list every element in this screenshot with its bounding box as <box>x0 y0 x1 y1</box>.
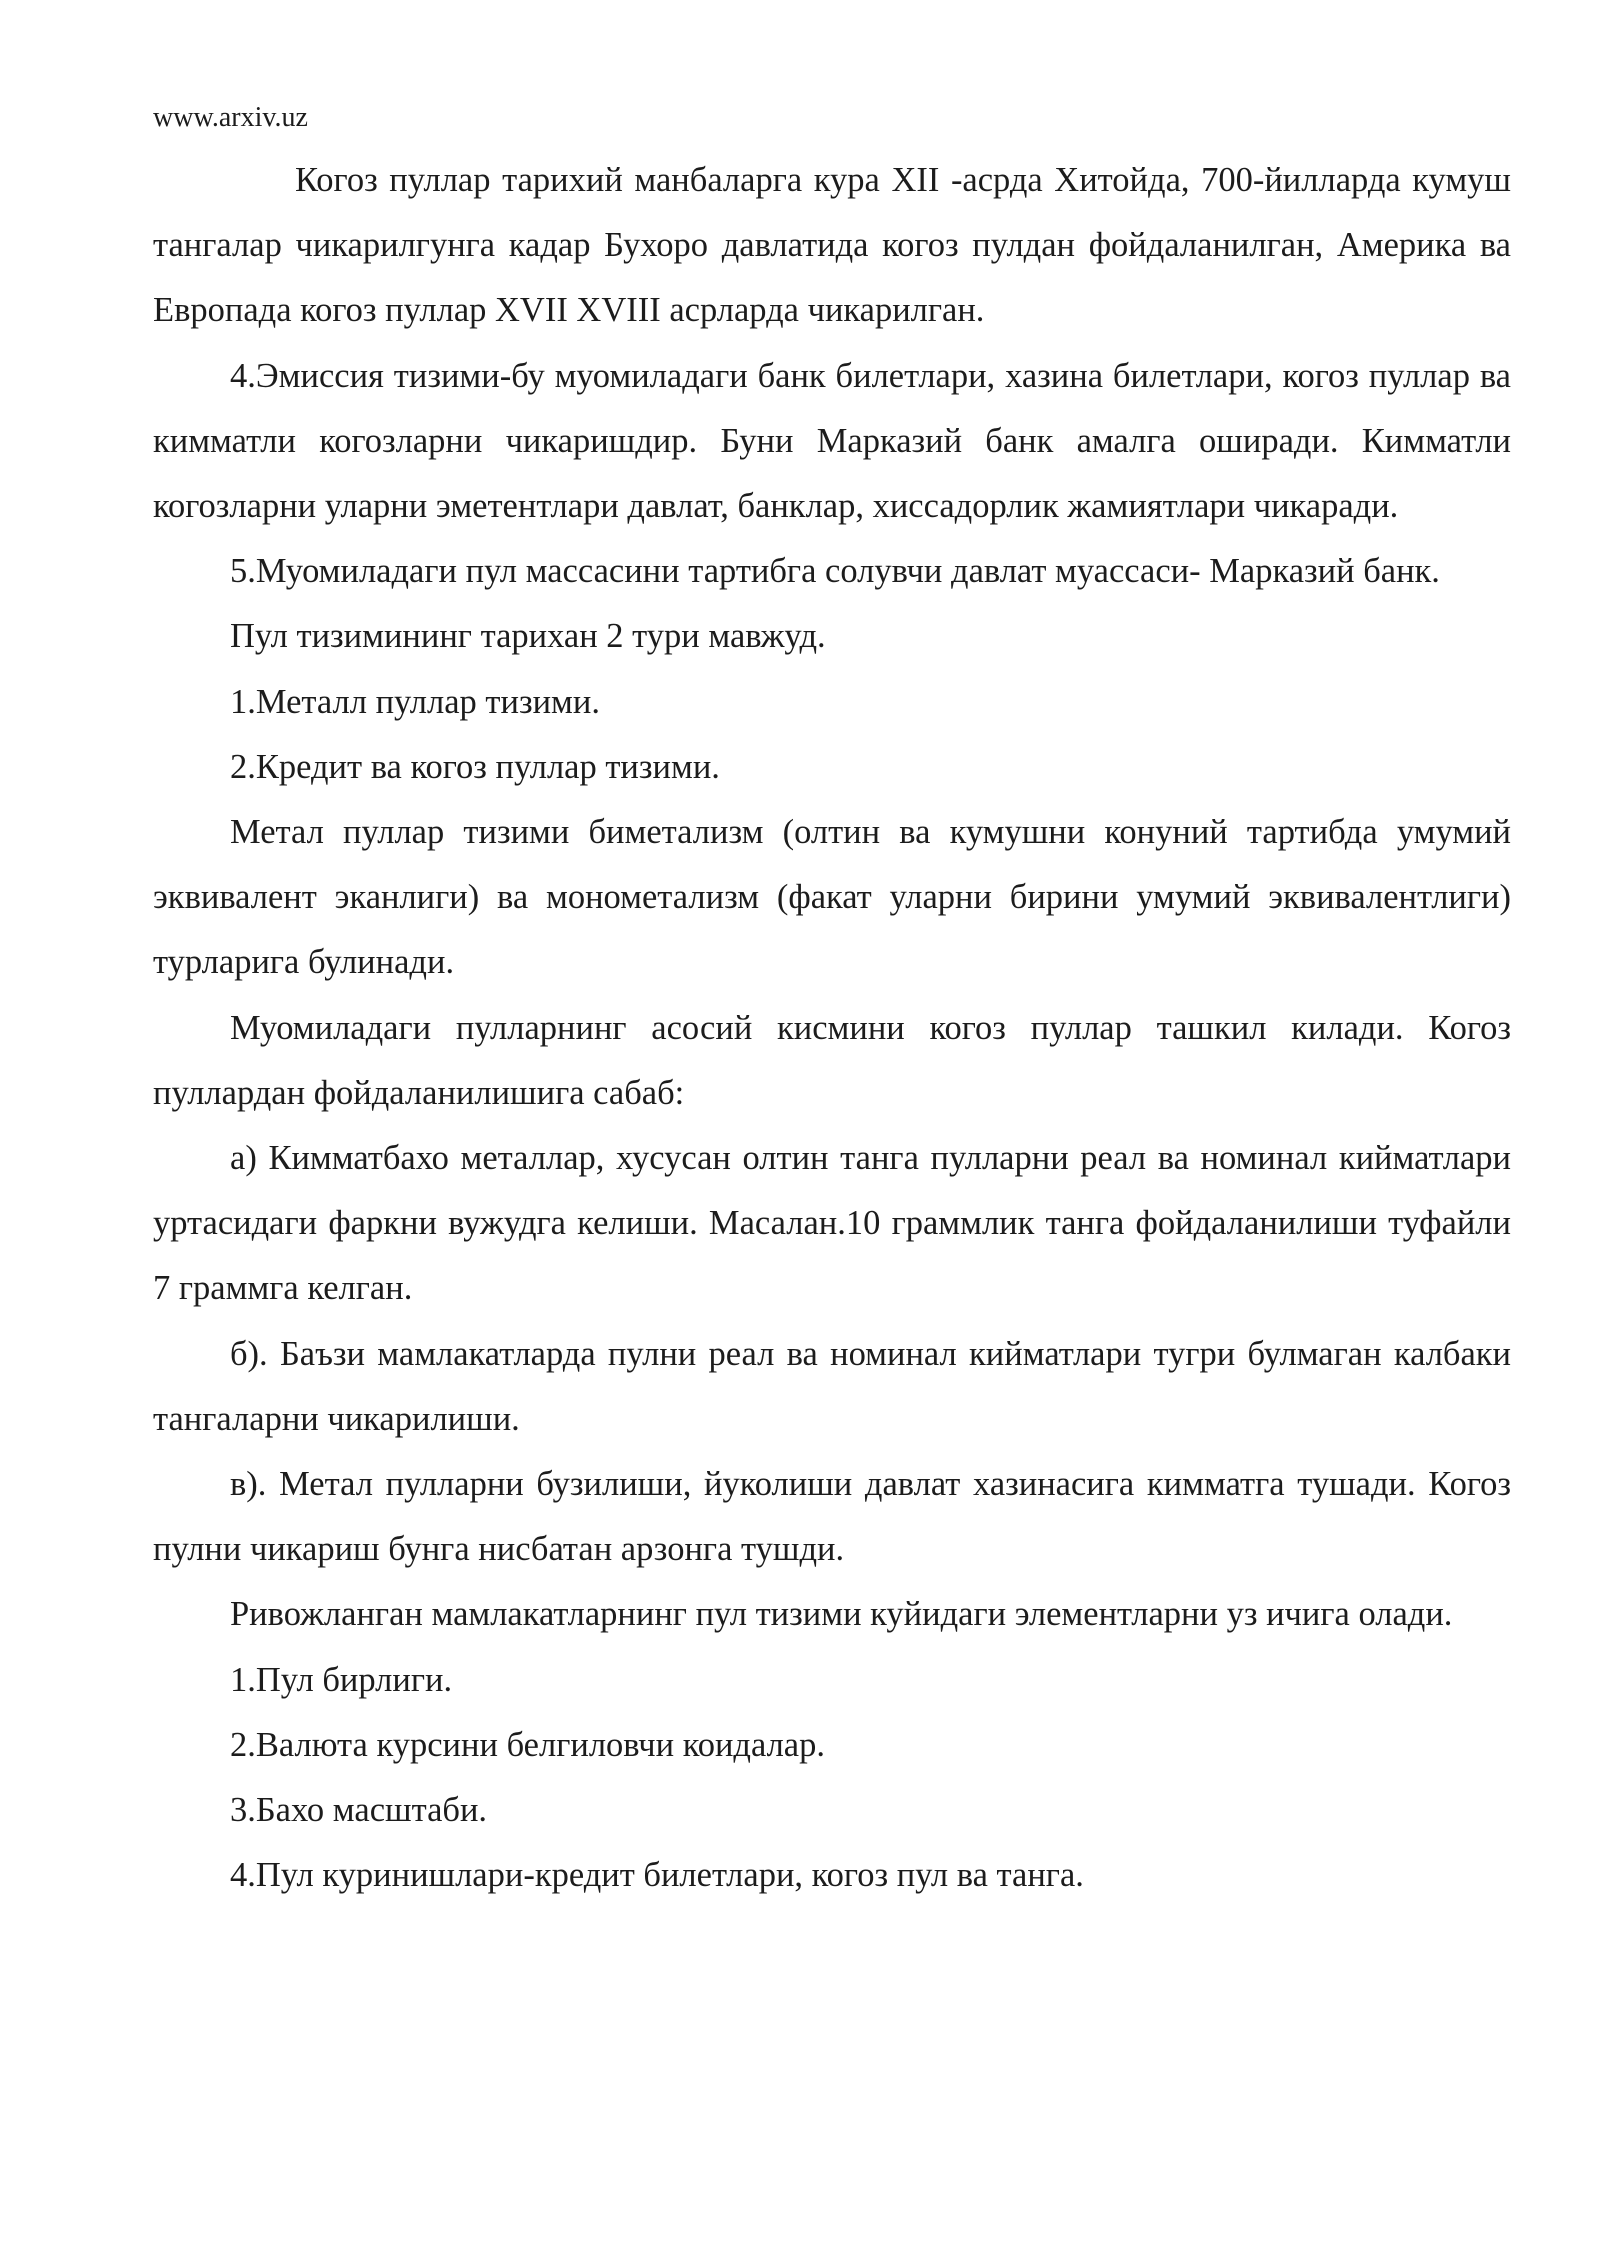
list-item-price-scale: 3.Бахо масштаби. <box>230 1791 488 1830</box>
paragraph-central-bank: 5.Муомиладаги пул массасини тартибга солувчи давлат муассаси- Марказий банк. <box>230 552 1440 591</box>
list-item-credit-paper-money: 2.Кредит ва когоз пуллар тизими. <box>230 747 720 786</box>
paragraph-paper-money-reasons: Муомиладаги пулларнинг асосий кисмини когоз пуллар ташкил килади. Когоз пуллардан фойдаланилишига сабаб: <box>153 1008 1511 1112</box>
list-item-reason-b: б). Баъзи мамлакатларда пулни реал ва номинал кийматлари тугри булмаган калбаки тангаларни чикарилиши. <box>153 1334 1511 1438</box>
source-url: www.arxiv.uz <box>153 102 308 133</box>
list-item-reason-a: а) Кимматбахо металлар, хусусан олтин танга пулларни реал ва номинал кийматлари уртасидаги фаркни вужудга келиши. Масалан.10 граммлик танга фойдаланилиши туфайли 7 граммга келган. <box>153 1139 1511 1308</box>
paragraph-paper-money-history: Когоз пуллар тарихий манбаларга кура XII -асрда Хитойда, 700-йилларда кумуш тангалар чикарилгунга кадар Бухоро давлатида когоз пулдан фойдаланилган, Америка ва Европада когоз пуллар XVII XVIII асрларда чикарилган. <box>153 161 1511 330</box>
paragraph-metal-systems: Метал пуллар тизими биметализм (олтин ва кумушни конуний тартибда умумий эквивалент эканлиги) ва монометализм (факат уларни бирини умумий эквивалентлиги) турларига булинади. <box>153 813 1511 982</box>
paragraph-system-elements: Ривожланган мамлакатларнинг пул тизими куйидаги элементларни уз ичига олади. <box>230 1595 1453 1634</box>
paragraph-money-system-types: Пул тизимининг тарихан 2 тури мавжуд. <box>230 617 826 656</box>
list-item-exchange-rules: 2.Валюта курсини белгиловчи коидалар. <box>230 1725 825 1764</box>
list-item-money-unit: 1.Пул бирлиги. <box>230 1660 453 1699</box>
paragraph-emission-system: 4.Эмиссия тизими-бу муомиладаги банк билетлари, хазина билетлари, когоз пуллар ва кимматли когозларни чикаришдир. Буни Марказий банк амалга оширади. Кимматли когозларни уларни эметентлари давлат, банклар, хиссадорлик жамиятлари чикаради. <box>153 356 1511 526</box>
list-item-reason-c: в). Метал пулларни бузилиши, йуколиши давлат хазинасига кимматга тушади. Когоз пулни чикариш бунга нисбатан арзонга тушди. <box>153 1465 1511 1569</box>
list-item-metal-money: 1.Металл пуллар тизими. <box>230 682 600 721</box>
document-body <box>153 148 1511 1908</box>
list-item-money-forms: 4.Пул куринишлари-кредит билетлари, когоз пул ва танга. <box>230 1856 1084 1895</box>
